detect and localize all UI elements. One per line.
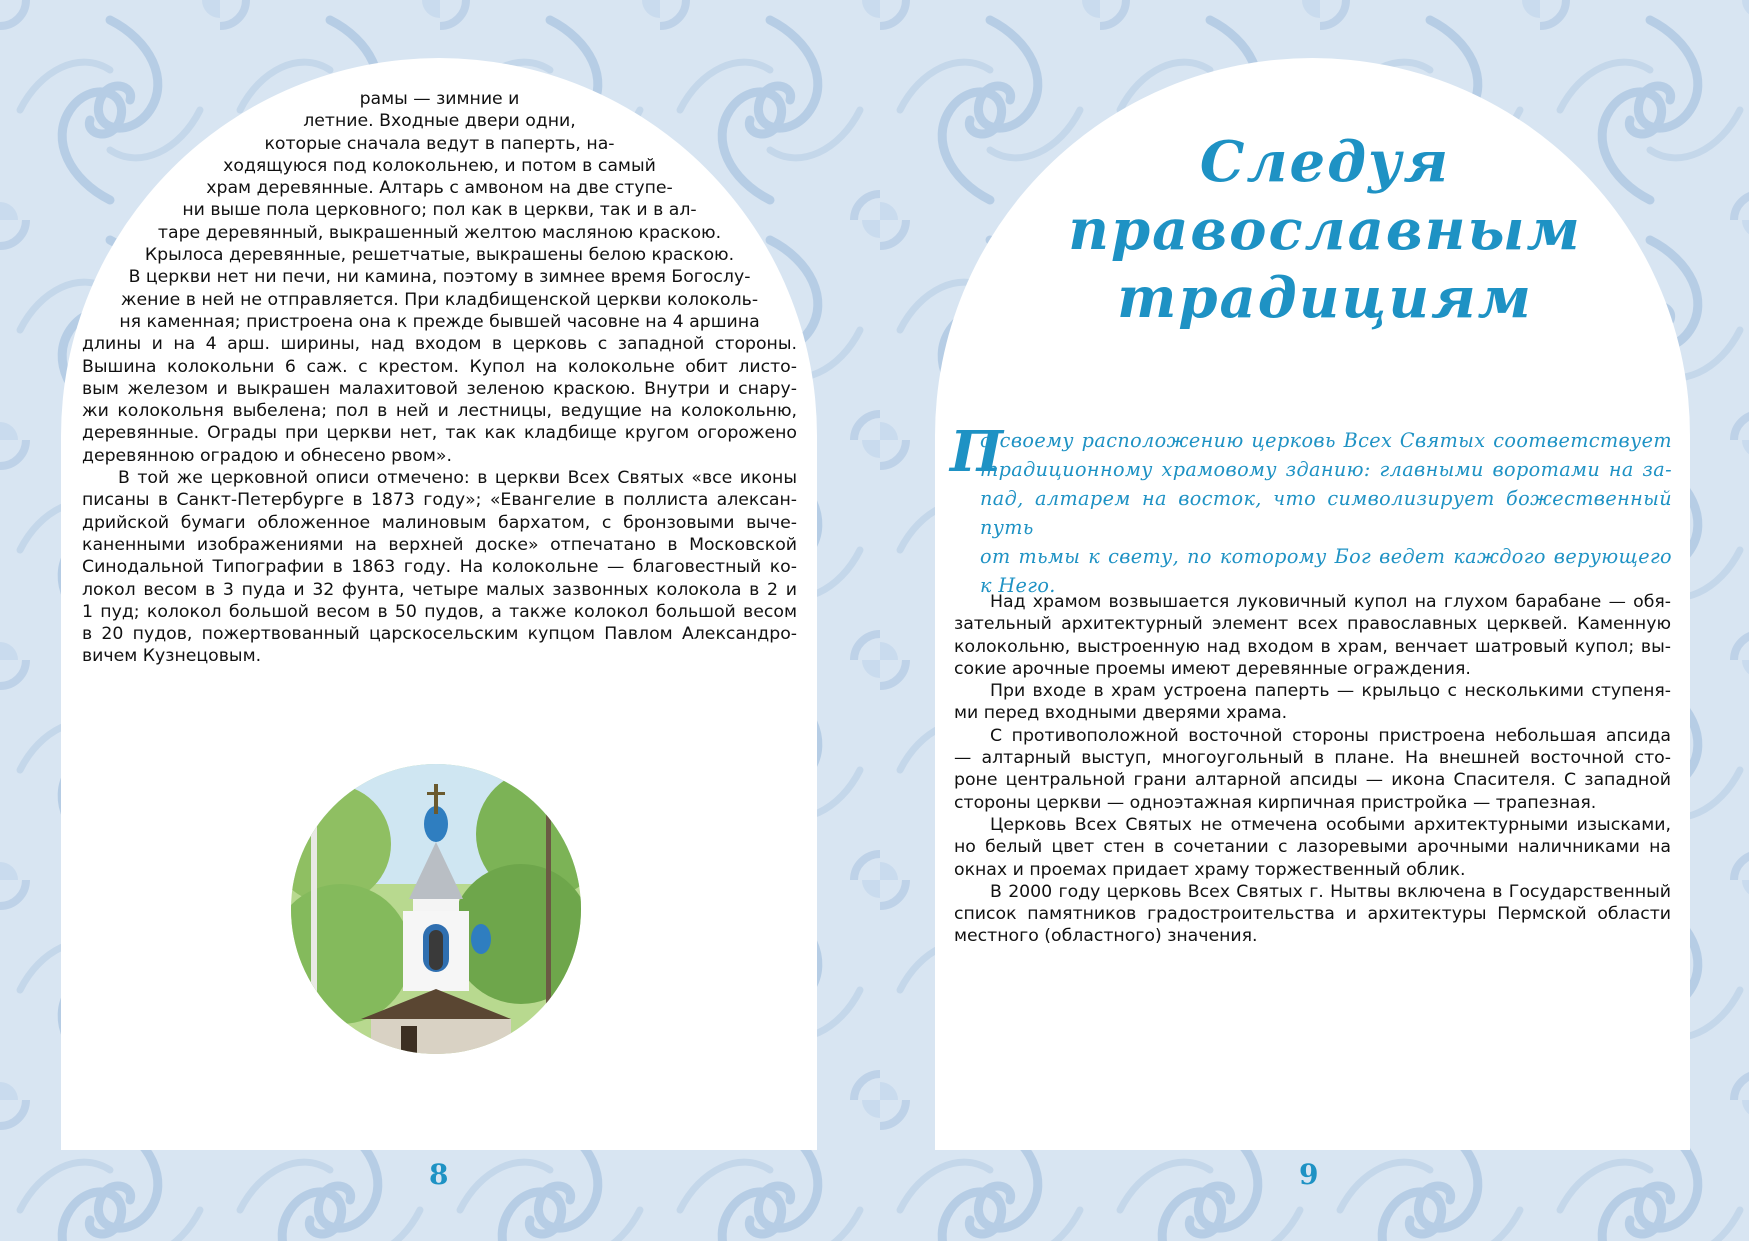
- text-line: длины и на 4 арш. ширины, над входом в церковь с западной стороны.: [82, 334, 797, 355]
- text-line: но белый цвет стен в сочетании с лазоревыми арочными наличниками на: [954, 837, 1671, 858]
- lead-line: о своему расположению церковь Всех Святых соответствует: [980, 429, 1672, 452]
- text-line: — алтарный выступ, многоугольный в плане. На внешней восточной сто-: [954, 748, 1671, 769]
- text-line: стороны церкви — одноэтажная кирпичная пристройка — трапезная.: [954, 792, 1597, 813]
- text-line: вым железом и выкрашен малахитовой зеленою краскою. Внутри и снару-: [82, 378, 797, 399]
- text-line: Вышина колокольни 6 саж. с крестом. Купол на колокольне обит листо-: [82, 356, 797, 377]
- text-line: Над храмом возвышается луковичный купол на глухом барабане — обя-: [990, 592, 1671, 612]
- page-number-left: 8: [429, 1158, 449, 1191]
- text-line: жение в ней не отправляется. При кладбищенской церкви колоколь-: [120, 289, 759, 310]
- text-line: сокие арочные проемы имеют деревянные ограждения.: [954, 658, 1471, 679]
- text-line: Синодальной Типографии в 1863 году. На колокольне — благовестный ко-: [82, 557, 797, 578]
- text-line: В той же церковной описи отмечено: в церкви Всех Святых «все иконы: [118, 468, 797, 489]
- text-line: ми перед входными дверями храма.: [954, 703, 1288, 724]
- text-line: колокольню, выстроенную над входом в храм, венчает шатровый купол; вы-: [954, 636, 1671, 657]
- text-line: ходящуюся под колокольнею, и потом в самый: [223, 155, 656, 176]
- text-line: летние. Входные двери одни,: [303, 111, 576, 132]
- lead-paragraph: [950, 419, 1672, 600]
- left-body-text: [82, 88, 797, 668]
- text-line: окнах и проемах придает храму торжественный облик.: [954, 859, 1466, 880]
- text-line: каненными изображениями на верхней доске» отпечатано в Московской: [82, 534, 797, 555]
- text-line: жи колокольня выбелена; пол в ней и лестницы, ведущие на колокольню,: [82, 401, 797, 422]
- text-line: деревянною оградою и обнесено рвом».: [82, 445, 452, 466]
- right-body-text: [954, 591, 1671, 948]
- title-line-1: Следуя: [1199, 129, 1451, 195]
- text-line: роне центральной грани алтарной апсиды — икона Спасителя. С западной: [954, 770, 1671, 791]
- text-line: зательный архитектурный элемент всех православных церквей. Каменную: [954, 614, 1671, 635]
- text-line: ни выше пола церковного; пол как в церкви, так и в ал-: [182, 200, 697, 221]
- text-line: В 2000 году церковь Всех Святых г. Нытвы включена в Государственный: [990, 881, 1671, 902]
- text-line: С противоположной восточной стороны пристроена небольшая апсида: [990, 725, 1671, 746]
- lead-drop-cap: П: [950, 419, 1003, 485]
- text-line: храм деревянные. Алтарь с амвоном на две ступе-: [206, 178, 673, 199]
- text-line: Церковь Всех Святых не отмечена особыми архитектурными изысками,: [990, 814, 1671, 835]
- text-line: список памятников градостроительства и архитектуры Пермской области: [954, 904, 1671, 925]
- text-line: вичем Кузнецовым.: [82, 646, 262, 667]
- text-line: Крылоса деревянные, решетчатые, выкрашены белою краскою.: [144, 245, 735, 266]
- text-line: которые сначала ведут в паперть, на-: [264, 133, 615, 154]
- text-line: рамы — зимние и: [359, 89, 520, 109]
- text-line: таре деревянный, выкрашенный желтою масляною краскою.: [157, 222, 722, 243]
- text-line: местного (областного) значения.: [954, 926, 1258, 947]
- text-line: деревянные. Ограды при церкви нет, так как кладбище кругом огорожено: [82, 423, 797, 444]
- text-line: ня каменная; пристроена она к прежде бывшей часовне на 4 аршина: [119, 311, 760, 332]
- text-line: писаны в Санкт-Петербурге в 1873 году»; «Евангелие в поллиста алексан-: [82, 490, 797, 511]
- lead-line: традиционному храмовому зданию: главными воротами на за-: [980, 458, 1672, 481]
- lead-line: от тьмы к свету, по которому Бог ведет каждого верующего: [980, 545, 1672, 568]
- page-title: [1060, 128, 1590, 332]
- text-line: локол весом в 3 пуда и 32 фунта, четыре малых зазвонных колокола в 2 и: [82, 579, 797, 600]
- title-line-3: традициям: [1117, 265, 1533, 331]
- text-line: При входе в храм устроена паперть — крыльцо с несколькими ступеня-: [990, 681, 1671, 702]
- title-line-2: православным: [1068, 197, 1582, 263]
- text-line: 1 пуд; колокол большой весом в 50 пудов, а также колокол большой весом: [82, 601, 797, 622]
- page-number-right: 9: [1299, 1158, 1319, 1191]
- text-line: В церкви нет ни печи, ни камина, поэтому в зимнее время Богослу-: [128, 267, 751, 288]
- text-line: дрийской бумаги обложенное малиновым бархатом, с бронзовыми выче-: [82, 512, 797, 533]
- lead-line: к Него.: [980, 574, 1056, 597]
- church-bell-tower-photo: [291, 764, 581, 1054]
- lead-line: пад, алтарем на восток, что символизирует божественный путь: [980, 487, 1672, 539]
- text-line: в 20 пудов, пожертвованный царскосельским купцом Павлом Александро-: [82, 624, 797, 645]
